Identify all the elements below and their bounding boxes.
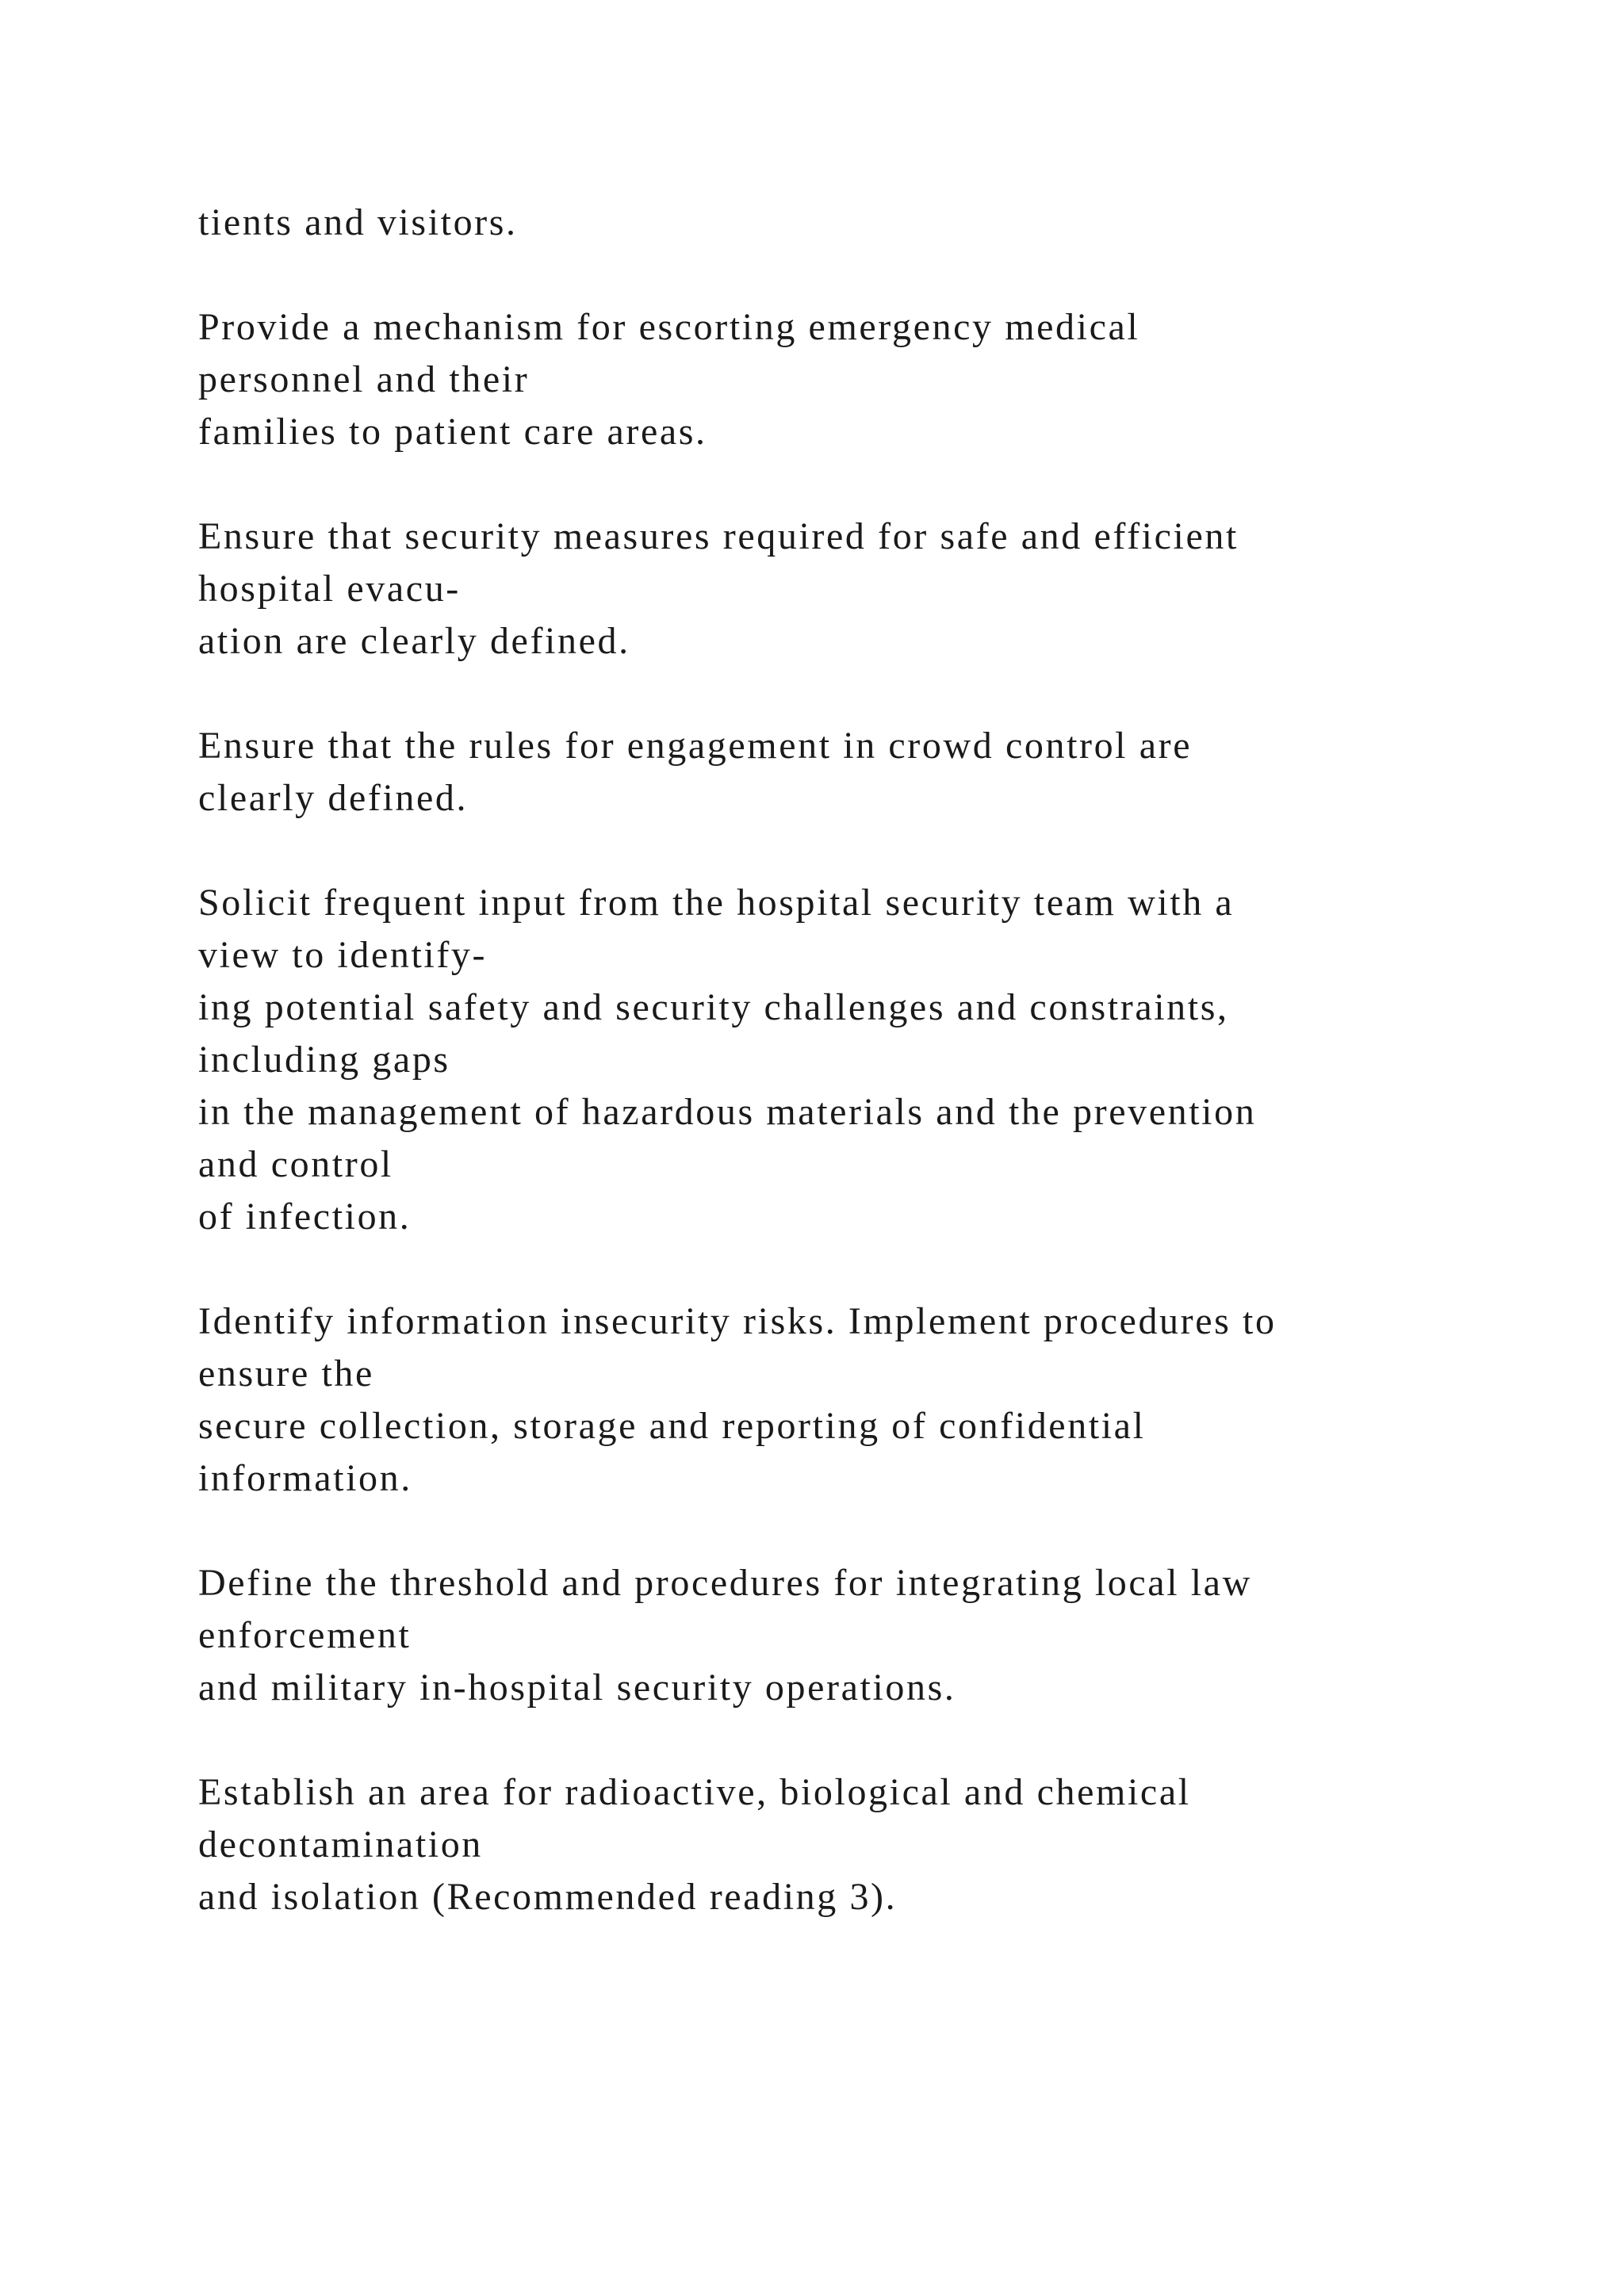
- text-line: families to patient care areas.: [198, 411, 707, 453]
- text-line: enforcement: [198, 1614, 412, 1656]
- paragraph-crowd-control: [198, 720, 1546, 825]
- paragraph-law-enforcement: [198, 1557, 1546, 1714]
- text-line: personnel and their: [198, 358, 530, 400]
- paragraph-decontamination-area: [198, 1766, 1546, 1923]
- text-line: ing potential safety and security challenges and constraints,: [198, 986, 1229, 1028]
- text-line: secure collection, storage and reporting of confidential: [198, 1405, 1146, 1447]
- text-line: Establish an area for radioactive, biological and chemical: [198, 1771, 1191, 1813]
- text-line: and isolation (Recommended reading 3).: [198, 1876, 898, 1918]
- text-line: and control: [198, 1143, 393, 1185]
- paragraph-information-insecurity: [198, 1295, 1546, 1505]
- text-line: Ensure that the rules for engagement in crowd control are: [198, 725, 1193, 767]
- text-line: Provide a mechanism for escorting emergency medical: [198, 306, 1140, 348]
- text-line: Solicit frequent input from the hospital security team with a: [198, 882, 1235, 924]
- paragraph-patients-visitors: [198, 197, 1546, 249]
- text-line: view to identify-: [198, 934, 488, 976]
- text-line: Identify information insecurity risks. Implement procedures to: [198, 1300, 1277, 1342]
- text-line: ensure the: [198, 1353, 374, 1395]
- text-line: in the management of hazardous materials and the prevention: [198, 1091, 1257, 1133]
- text-line: clearly defined.: [198, 777, 469, 819]
- paragraph-security-team-input: [198, 877, 1546, 1243]
- paragraph-evacuation-security: [198, 511, 1546, 668]
- text-line: Ensure that security measures required for safe and efficient: [198, 515, 1239, 557]
- text-line: information.: [198, 1457, 412, 1499]
- text-line: including gaps: [198, 1039, 450, 1081]
- text-line: tients and visitors.: [198, 201, 518, 243]
- document-body: [198, 197, 1546, 1976]
- paragraph-escort-mechanism: [198, 301, 1546, 458]
- text-line: and military in-hospital security operations.: [198, 1667, 956, 1709]
- text-line: ation are clearly defined.: [198, 620, 630, 662]
- text-line: of infection.: [198, 1196, 412, 1238]
- text-line: Define the threshold and procedures for integrating local law: [198, 1562, 1252, 1604]
- text-line: hospital evacu-: [198, 568, 461, 610]
- text-line: decontamination: [198, 1823, 483, 1866]
